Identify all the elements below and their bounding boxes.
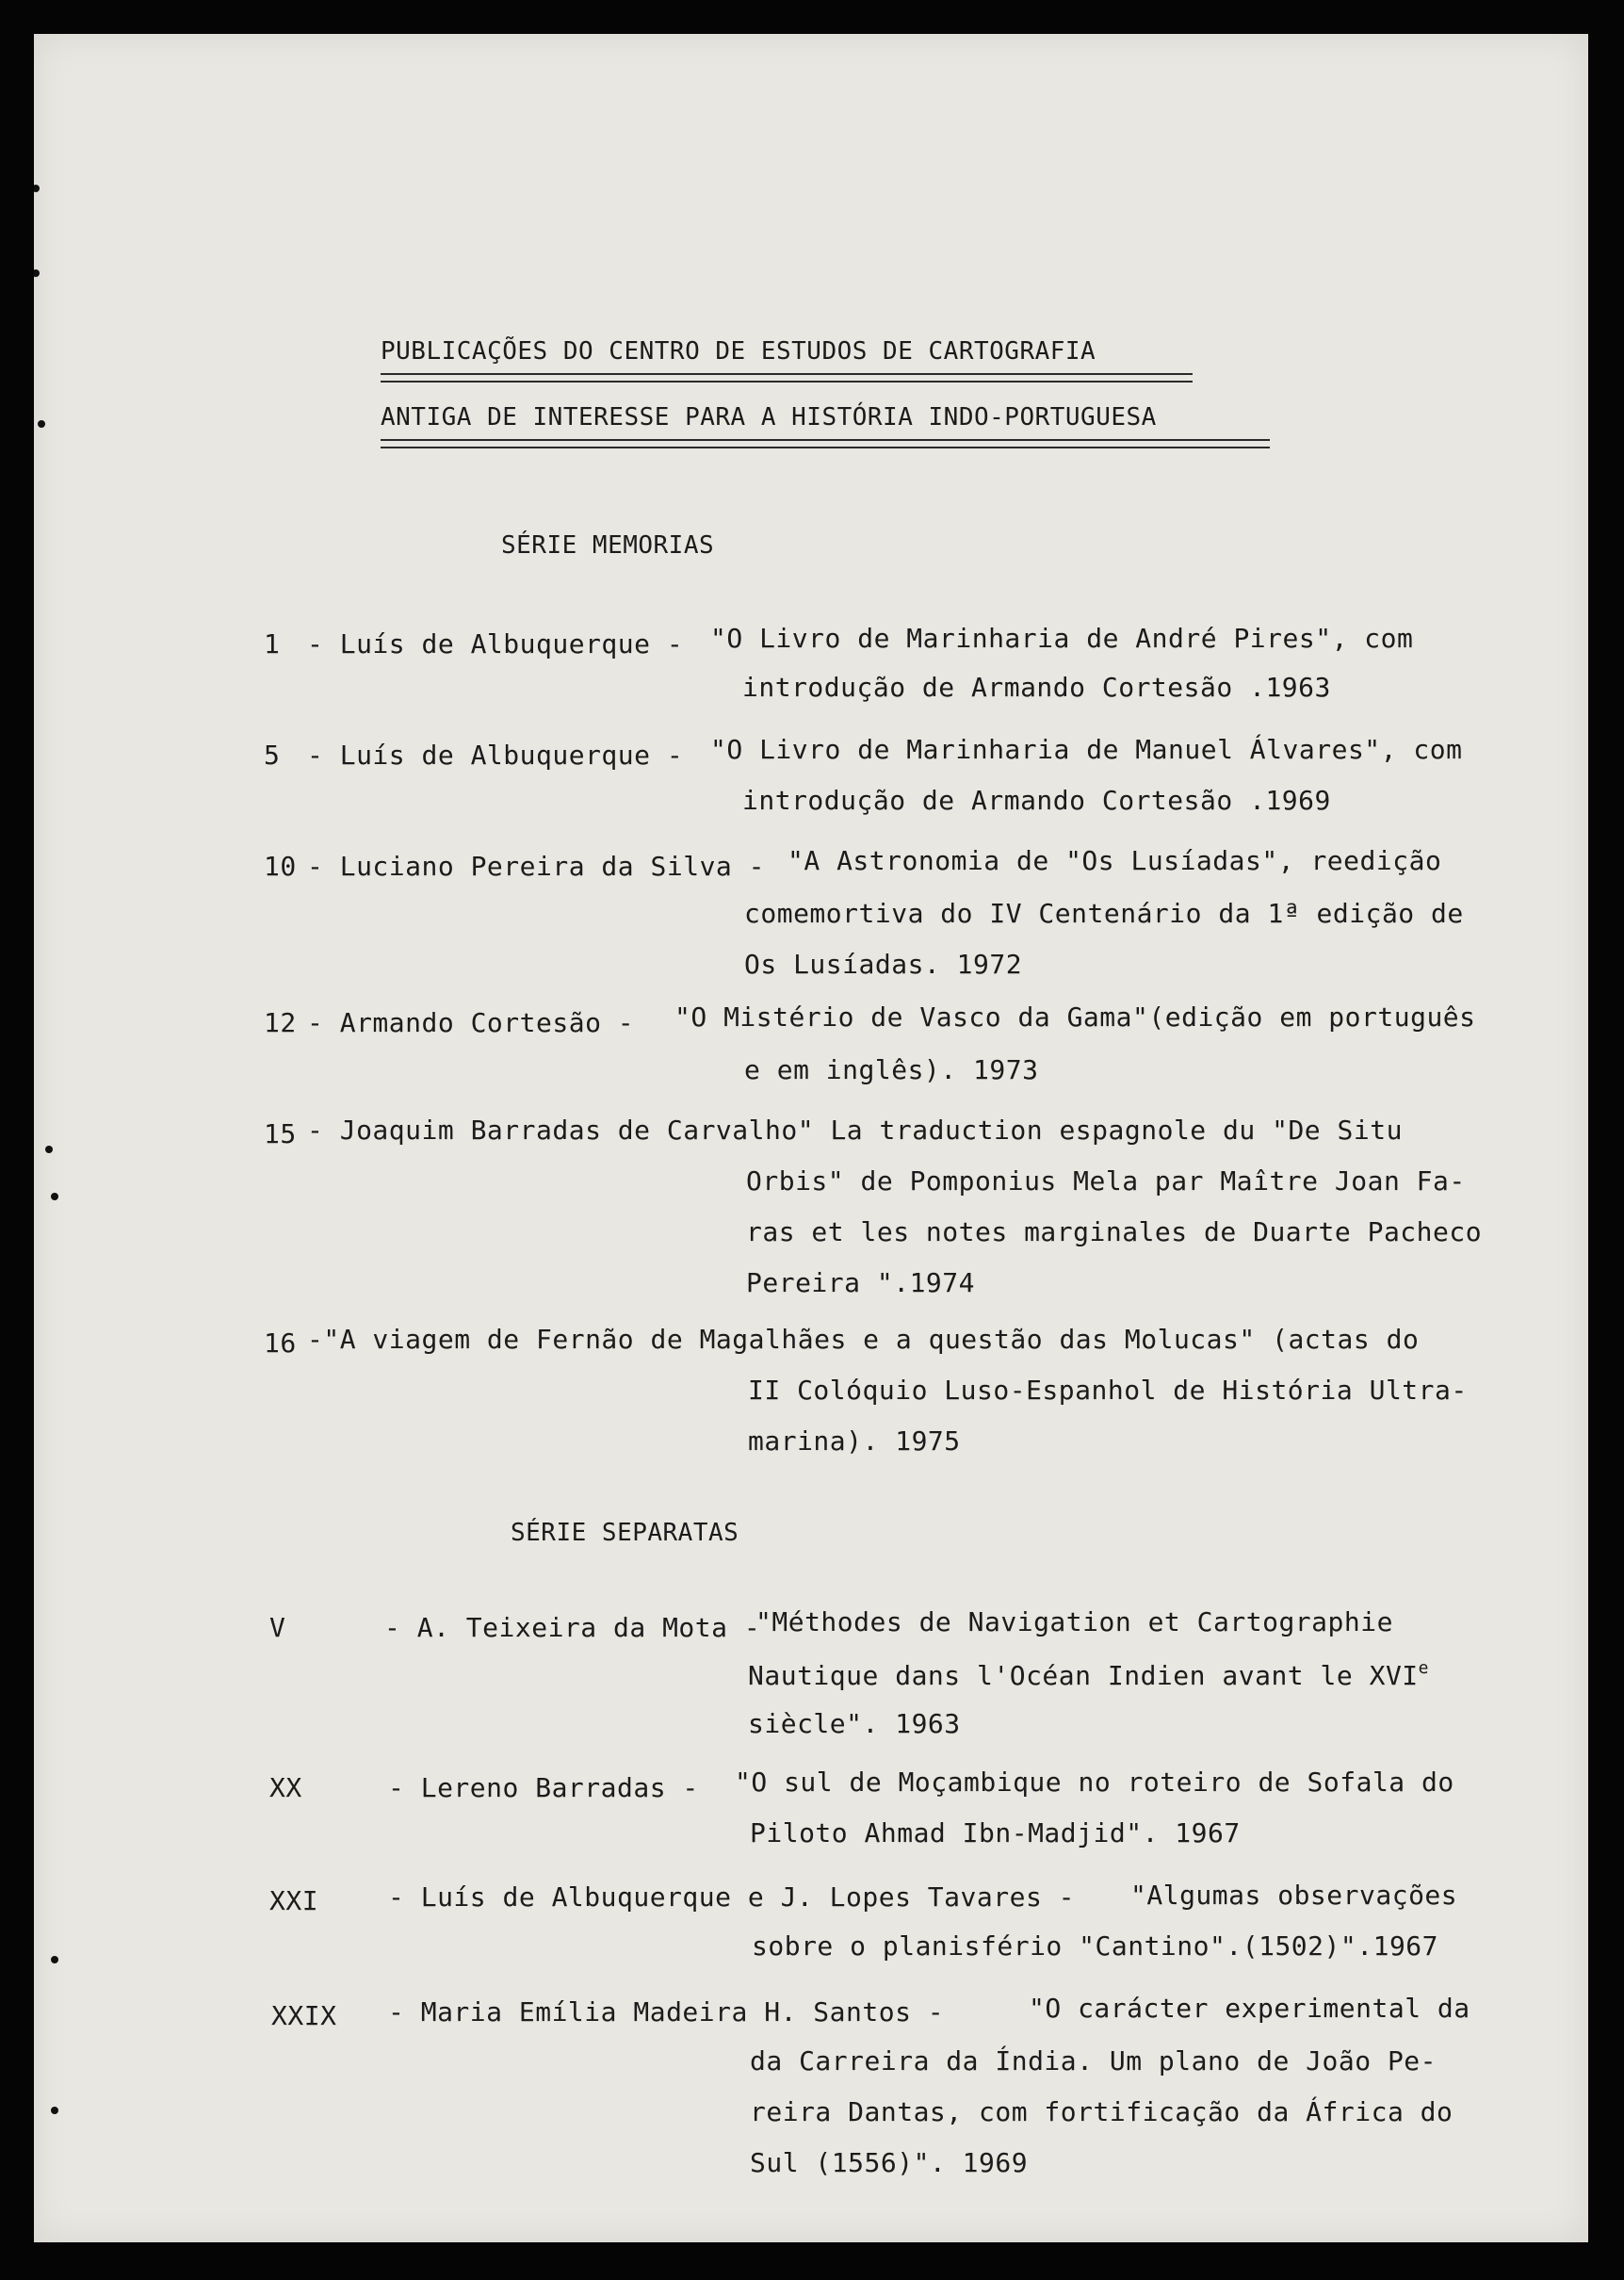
entry-text: introdução de Armando Cortesão .1969 xyxy=(742,785,1331,816)
entry-author: - Luís de Albuquerque - xyxy=(307,628,684,660)
entry-text: "O carácter experimental da xyxy=(1029,1993,1470,2024)
entry-number: XXIX xyxy=(271,2000,337,2031)
title-line-1: PUBLICAÇÕES DO CENTRO DE ESTUDOS DE CARTOGRAFIA xyxy=(381,337,1096,366)
entry-text: "O sul de Moçambique no roteiro de Sofala do xyxy=(735,1767,1454,1798)
entry-number: 15 xyxy=(264,1118,297,1149)
entry-author: - Luciano Pereira da Silva - xyxy=(307,851,766,882)
entry-number: 12 xyxy=(264,1007,297,1038)
title-double-underline xyxy=(381,439,1270,448)
entry-text: introdução de Armando Cortesão .1963 xyxy=(742,672,1331,703)
title-line-2: ANTIGA DE INTERESSE PARA A HISTÓRIA INDO-PORTUGUESA xyxy=(381,403,1157,432)
entry-text: comemortiva do IV Centenário da 1ª edição de xyxy=(744,898,1464,929)
entry-author: -"A viagem de Fernão de Magalhães e a questão das Molucas" (actas do xyxy=(307,1324,1420,1355)
entry-text: siècle". 1963 xyxy=(748,1708,961,1739)
binder-hole-mark xyxy=(51,1956,58,1963)
binder-hole-mark xyxy=(34,185,40,192)
entry-number: 16 xyxy=(264,1327,297,1359)
entry-text: reira Dantas, com fortificação da África do xyxy=(750,2096,1453,2127)
entry-number: 5 xyxy=(264,740,281,771)
entry-author: - Armando Cortesão - xyxy=(307,1007,635,1038)
section-heading-separatas: SÉRIE SEPARATAS xyxy=(511,1519,739,1547)
entry-text: Pereira ".1974 xyxy=(746,1267,976,1298)
document-page xyxy=(34,34,1588,2242)
entry-text: "A Astronomia de "Os Lusíadas", reedição xyxy=(788,845,1442,876)
entry-author: - Luís de Albuquerque - xyxy=(307,740,684,771)
entry-text: da Carreira da Índia. Um plano de João Pe- xyxy=(750,2045,1437,2076)
entry-text: e em inglês). 1973 xyxy=(744,1054,1039,1085)
entry-text: Sul (1556)". 1969 xyxy=(750,2147,1029,2178)
entry-text: Os Lusíadas. 1972 xyxy=(744,949,1023,980)
entry-number: XX xyxy=(269,1772,302,1803)
entry-text: "Algumas observações xyxy=(1130,1880,1458,1911)
superscript: e xyxy=(1418,1658,1429,1678)
entry-number: 1 xyxy=(264,628,281,660)
entry-number: XXI xyxy=(269,1885,319,1916)
entry-author: - A. Teixeira da Mota - xyxy=(384,1612,761,1643)
title-double-underline xyxy=(381,373,1193,383)
binder-hole-mark xyxy=(34,269,40,277)
entry-text: Piloto Ahmad Ibn-Madjid". 1967 xyxy=(750,1817,1241,1848)
entry-author: - Joaquim Barradas de Carvalho" La traduction espagnole du "De Situ xyxy=(307,1115,1403,1146)
entry-text xyxy=(748,1660,1429,1689)
entry-number: V xyxy=(269,1612,286,1643)
binder-hole-mark xyxy=(51,2107,58,2114)
entry-author: - Maria Emília Madeira H. Santos - xyxy=(388,1996,945,2028)
binder-hole-mark xyxy=(38,420,45,428)
binder-hole-mark xyxy=(51,1193,58,1200)
entry-text: "O Mistério de Vasco da Gama"(edição em português xyxy=(674,1002,1476,1033)
entry-text: Orbis" de Pomponius Mela par Maître Joan Fa- xyxy=(746,1165,1466,1197)
entry-text-part: Nautique dans l'Océan Indien avant le XVI xyxy=(748,1660,1419,1691)
binder-hole-mark xyxy=(45,1146,53,1153)
entry-author: - Lereno Barradas - xyxy=(388,1772,699,1803)
entry-text: "Méthodes de Navigation et Cartographie xyxy=(755,1606,1393,1637)
entry-author: - Luís de Albuquerque e J. Lopes Tavares - xyxy=(388,1881,1076,1913)
entry-text: "O Livro de Marinharia de André Pires", com xyxy=(710,623,1414,654)
entry-text: marina). 1975 xyxy=(748,1425,961,1457)
entry-text: II Colóquio Luso-Espanhol de História Ultra- xyxy=(748,1375,1468,1406)
section-heading-memorias: SÉRIE MEMORIAS xyxy=(501,531,715,560)
entry-text: "O Livro de Marinharia de Manuel Álvares", com xyxy=(710,734,1463,765)
entry-number: 10 xyxy=(264,851,297,882)
entry-text: ras et les notes marginales de Duarte Pacheco xyxy=(746,1216,1483,1247)
entry-text: sobre o planisfério "Cantino".(1502)".1967 xyxy=(752,1930,1439,1962)
